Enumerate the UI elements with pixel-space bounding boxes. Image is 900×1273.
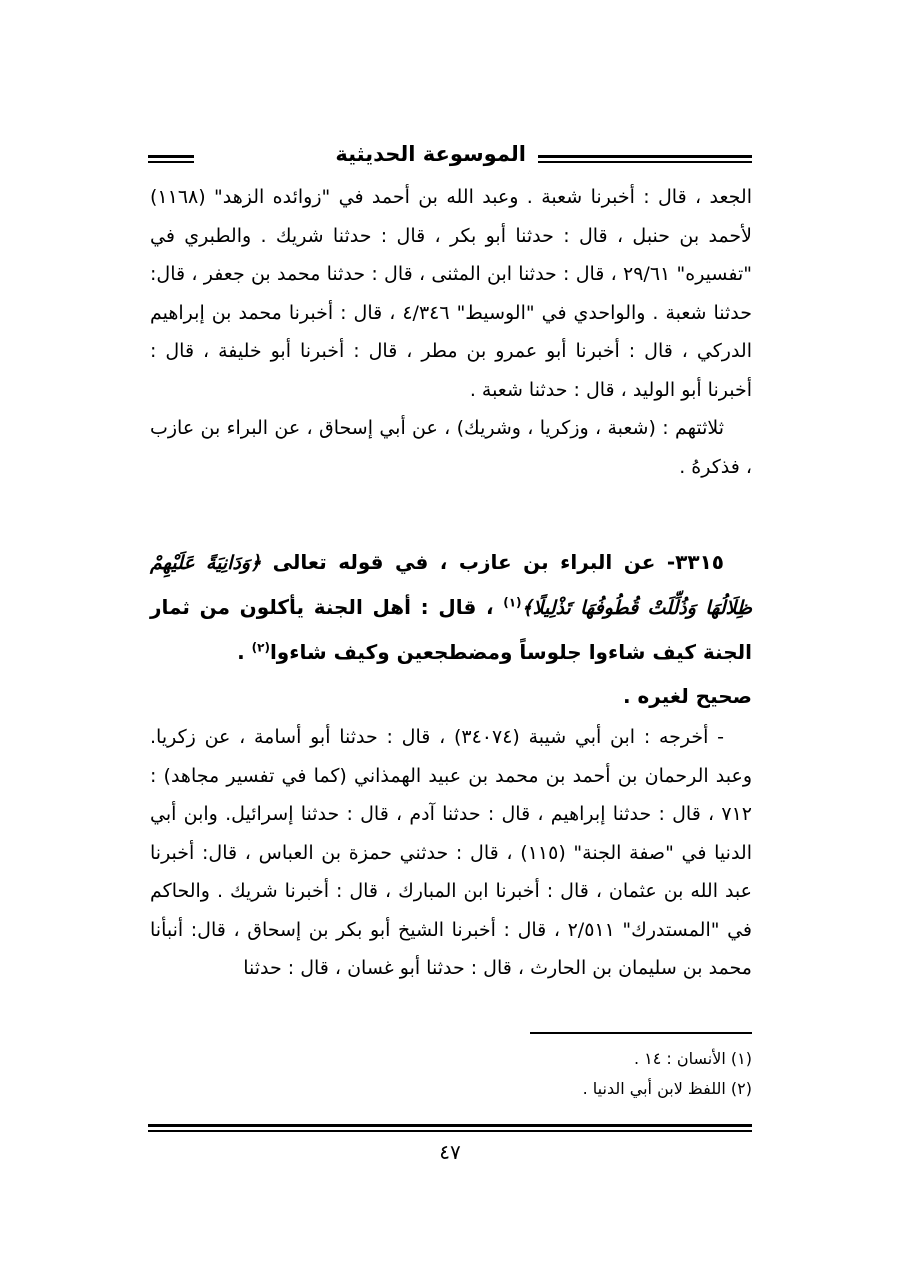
- footnote-ref-2: (٢): [251, 640, 270, 655]
- footnote-1: (١) الأنسان : ١٤ .: [633, 1049, 752, 1068]
- footnote-ref-1: (١): [503, 595, 522, 610]
- quran-verse: ﴿وَدَانِيَةً عَلَيْهِمْ ظِلَالُهَا وَذُلِّلَتْ قُطُوفُهَا تَذْلِيلًا﴾: [150, 552, 752, 619]
- header-title: الموسوعة الحديثية: [335, 142, 526, 166]
- main-text: [150, 178, 752, 988]
- hadith-end: .: [237, 640, 245, 664]
- page-number: ٤٧: [439, 1140, 461, 1164]
- hadith-grade: صحيح لغيره .: [622, 684, 752, 708]
- footnote-separator: [530, 1032, 752, 1034]
- intro-paragraph: الجعد ، قال : أخبرنا شعبة . وعبد الله بن أحمد في "زوائده الزهد" (١١٦٨) لأحمد بن حنبل ، قال : حدثنا أبو بكر ، قال : حدثنا شريك . والطبري في "تفسيره" ٢٩/٦١ ، قال : حدثنا ابن المثنى ، قال : حدثنا محمد بن جعفر ، قال: حدثنا شعبة . والواحدي في "الوسيط" ٤/٣٤٦ ، قال : أخبرنا محمد بن إبراهيم الدركي ، قال : أخبرنا أبو عمرو بن مطر ، قال : أخبرنا أبو خليفة ، قال : أخبرنا أبو الوليد ، قال : حدثنا شعبة .: [150, 186, 753, 401]
- footnote-2: (٢) اللفظ لابن أبي الدنيا .: [582, 1079, 752, 1098]
- takhrij-paragraph: - أخرجه : ابن أبي شيبة (٣٤٠٧٤) ، قال : حدثنا أبو أسامة ، عن زكريا. وعبد الرحمان بن أحمد بن محمد بن عبيد الهمذاني (كما في تفسير مجاهد) : ٧١٢ ، قال : حدثنا إبراهيم ، قال : حدثنا آدم ، قال : حدثنا إسرائيل. وابن أبي الدنيا في "صفة الجنة" (١١٥) ، قال : حدثني حمزة بن العباس ، قال: أخبرنا عبد الله بن عثمان ، قال : أخبرنا ابن المبارك ، قال : أخبرنا شريك . والحاكم في "المستدرك" ٢/٥١١ ، قال : أخبرنا الشيخ أبو بكر بن إسحاق ، قال: أنبأنا محمد بن سليمان بن الحارث ، قال : حدثنا أبو غسان ، قال : حدثنا: [150, 726, 752, 979]
- header-rule-left: [148, 155, 194, 166]
- hadith-lead: ٣٣١٥- عن البراء بن عازب ، في قوله تعالى: [272, 550, 724, 574]
- section-gap: [150, 486, 752, 540]
- thalathatuhum-paragraph: ثلاثتهم : (شعبة ، وزكريا ، وشريك) ، عن أبي إسحاق ، عن البراء بن عازب ، فذكرهُ .: [150, 417, 752, 478]
- header-rule-right: [538, 155, 752, 166]
- footnotes: [300, 1044, 752, 1104]
- running-header: [148, 140, 752, 176]
- footer-double-rule: [148, 1124, 752, 1135]
- hadith-body: ، قال : أهل الجنة يأكلون من ثمار الجنة كيف شاءوا جلوساً ومضطجعين وكيف شاءوا: [150, 595, 752, 664]
- hadith-text: [150, 540, 752, 674]
